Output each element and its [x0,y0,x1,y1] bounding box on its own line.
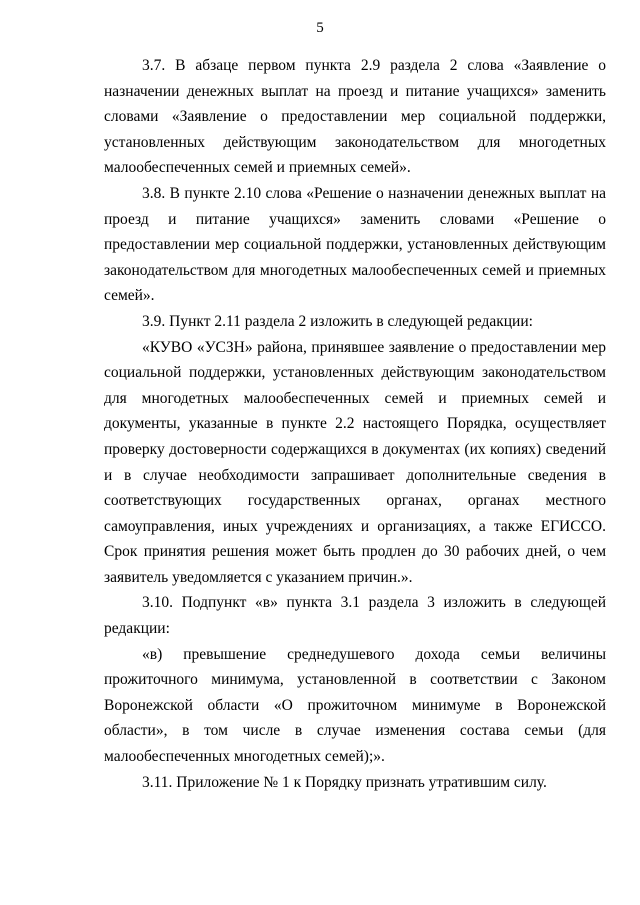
page-number: 5 [316,20,324,36]
document-body [104,53,606,795]
paragraph-3-1-v-quote: «в) превышение среднедушевого дохода семьи величины прожиточного минимума, установленной в соответствии с Законом Воронежской области «О прожиточном минимуме в Воронежской области», в том числе в случае изменения состава семьи (для малообеспеченных многодетных семей);». [104,645,606,766]
paragraph-2-11-quote: «КУВО «УСЗН» района, принявшее заявление о предоставлении мер социальной поддержки, установленных действующим законодательством для многодетных малообеспеченных семей и приемных семей и документы, указанные в пункте 2.2 настоящего Порядка, осуществляет проверку достоверности содержащихся в документах (их копиях) сведений и в случае необходимости запрашивает дополнительные сведения в соответствующих государственных органах, органах местного самоуправления, иных учреждениях и организациях, а также ЕГИССО. Срок принятия решения может быть продлен до 30 рабочих дней, о чем заявитель уведомляется с указанием причин.». [104,338,606,586]
paragraph-3-8: 3.8. В пункте 2.10 слова «Решение о назначении денежных выплат на проезд и питание учащихся» заменить словами «Решение о предоставлении мер социальной поддержки, установленных действующим законодательством для многодетных малообеспеченных семей и приемных семей». [104,184,606,305]
paragraph-3-10: 3.10. Подпункт «в» пункта 3.1 раздела 3 изложить в следующей редакции: [104,594,606,638]
paragraph-3-7: 3.7. В абзаце первом пункта 2.9 раздела 2 слова «Заявление о назначении денежных выплат на проезд и питание учащихся» заменить словами «Заявление о предоставлении мер социальной поддержки, установленных действующим законодательством для многодетных малообеспеченных семей и приемных семей». [104,57,606,177]
paragraph-3-11: 3.11. Приложение № 1 к Порядку признать утратившим силу. [142,773,547,791]
paragraph-3-9: 3.9. Пункт 2.11 раздела 2 изложить в следующей редакции: [142,312,533,330]
